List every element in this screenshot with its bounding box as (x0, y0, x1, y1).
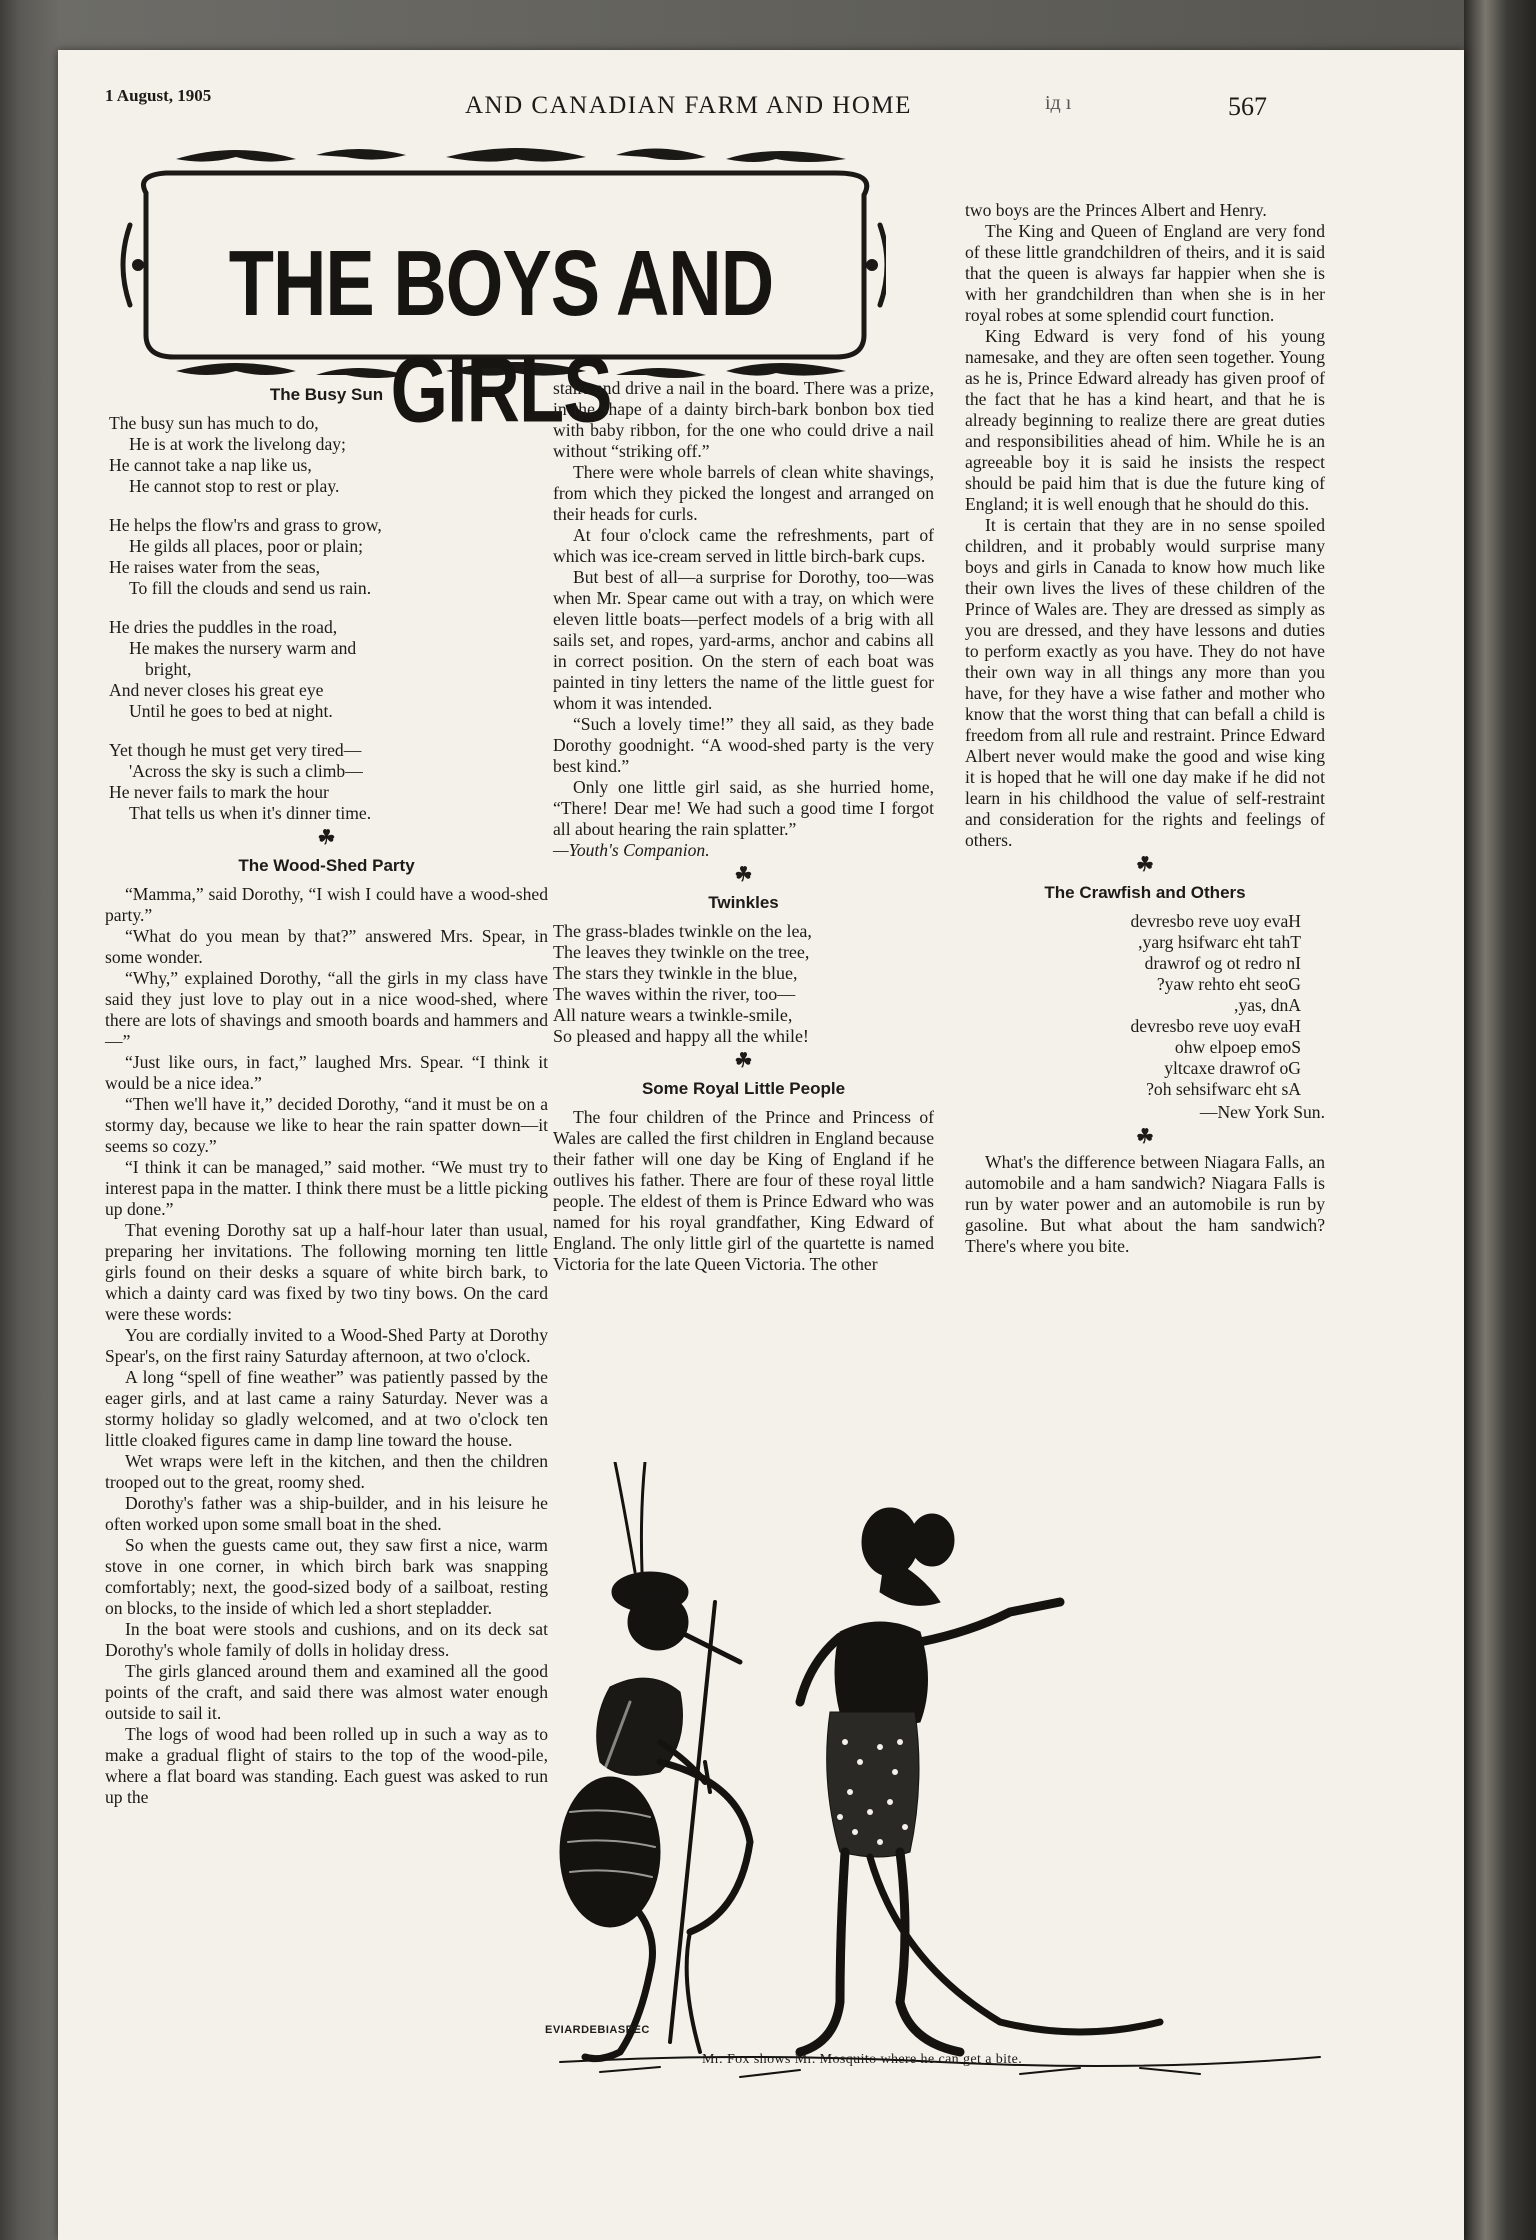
twinkles-poem (553, 921, 934, 1047)
poem-line: The leaves they twinkle on the tree, (553, 942, 810, 962)
mosquito-figure (560, 1462, 750, 2059)
poem-stanza (105, 413, 548, 497)
paragraph: At four o'clock came the refreshments, part of which was ice-cream served in little birch-bark cups. (553, 525, 934, 566)
artist-signature: EVIARDEBIASPEC (545, 2024, 650, 2036)
busy-sun-title: The Busy Sun (269, 385, 384, 404)
poem-line: He dries the puddles in the road, (109, 617, 338, 637)
paragraph: “Just like ours, in fact,” laughed Mrs. Spear. “I think it would be a nice idea.” (105, 1052, 548, 1093)
column-1 (105, 378, 548, 1808)
fox-figure (800, 1508, 1160, 2052)
section-ornament: ☘ (317, 827, 336, 849)
royal-people-title: Some Royal Little People (641, 1079, 846, 1098)
poem-line: He helps the flow'rs and grass to grow, (109, 515, 382, 535)
poem-line: ,yas, dnA (1234, 995, 1301, 1015)
poem-credit: —New York Sun. (1199, 1102, 1325, 1122)
poem-stanza (105, 617, 548, 722)
poem-line: He gilds all places, poor or plain; (129, 536, 364, 556)
paragraph: “What do you mean by that?” answered Mrs. Spear, in some wonder. (105, 926, 548, 967)
publication-title: AND CANADIAN FARM AND HOME (465, 92, 912, 119)
poem-line: Yet though he must get very tired— (109, 740, 362, 760)
paragraph: Only one little girl said, as she hurried home, “There! Dear me! We had such a good time I forgot all about hearing the rain splatter.” (553, 777, 934, 839)
poem-line: devresbo reve uoy evaH (1130, 911, 1301, 931)
paragraph: The four children of the Prince and Princess of Wales are called the first children in England because their father will one day be King of England if he outlives his father. There are four of these royal little people. The eldest of them is Prince Edward who was named for his royal grandfather, King Edward of England. The only little girl of the quartette is named Victoria for the late Queen Victoria. The other (553, 1107, 934, 1274)
paragraph: “Why,” explained Dorothy, “all the girls in my class have said they just love to play out in a nice wood-shed, where there are lots of shavings and smooth boards and hammers and—” (105, 968, 548, 1051)
poem-line: So pleased and happy all the while! (553, 1026, 809, 1046)
book-spine (1464, 0, 1536, 2240)
poem-line: drawrof og ot redro nI (1144, 953, 1301, 973)
illustration-caption: Mr. Fox shows Mr. Mosquito where he can get a bite. (702, 2052, 1023, 2067)
section-ornament: ☘ (734, 1050, 753, 1072)
poem-line: And never closes his great eye (109, 680, 324, 700)
banner-title: THE BOYS AND GIRLS (228, 231, 774, 442)
section-ornament: ☘ (734, 864, 753, 886)
paragraph: Dorothy's father was a ship-builder, and in his leisure he often worked upon some small boat in the shed. (105, 1493, 548, 1534)
poem-line: He is at work the livelong day; (129, 434, 346, 454)
paragraph: “Mamma,” said Dorothy, “I wish I could have a wood-shed party.” (105, 884, 548, 925)
paragraph: But best of all—a surprise for Dorothy, too—was when Mr. Spear came out with a tray, on which were eleven little boats—perfect models of a brig with all sails set, and ropes, yard-arms, anchor and cabins all in correct position. On the stern of each boat was painted in tiny letters the name of the little guest for whom it was intended. (553, 567, 934, 713)
poem-line: The grass-blades twinkle on the lea, (553, 921, 812, 941)
wood-shed-title: The Wood-Shed Party (238, 856, 415, 875)
poem-line: He cannot take a nap like us, (109, 455, 312, 475)
poem-line: bright, (145, 659, 192, 679)
poem-line: That tells us when it's dinner time. (129, 803, 372, 823)
paragraph: A long “spell of fine weather” was patiently passed by the eager girls, and at last came a rainy Saturday. Never was a stormy holiday so gladly welcomed, and at two o'clock ten little cloaked figures came in damp line toward the house. (105, 1367, 548, 1450)
poem-line: Until he goes to bed at night. (129, 701, 333, 721)
paragraph: Wet wraps were left in the kitchen, and then the children trooped out to the great, roomy shed. (105, 1451, 548, 1492)
riddle: What's the difference between Niagara Falls, an automobile and a ham sandwich? Niagara Falls is run by water power and an automobile is run by gasoline. But what about the ham sandwich? There's where you bite. (965, 1152, 1325, 1256)
poem-line: The stars they twinkle in the blue, (553, 963, 798, 983)
paragraph: King Edward is very fond of his young namesake, and they are often seen together. Young as he is, Prince Edward already has given proof of the fact that he has a kind heart, and that he is already beginning to realize there are great duties and responsibilities ahead of him. While he is an agreeable boy it is said he insists the respect should be paid him that is due the future king of England; it is well enough that he should do this. (965, 326, 1325, 514)
poem-line: ?yaw rehto eht seoG (1156, 974, 1301, 994)
paragraph: So when the guests came out, they saw first a nice, warm stove in one corner, in which birch bark was snapping comfortably; next, the good-sized body of a sailboat, resting on blocks, to the inside of which led a short stepladder. (105, 1535, 548, 1618)
twinkles-title: Twinkles (708, 893, 779, 912)
poem-line: ?oh sehsifwarc eht sA (1146, 1079, 1301, 1099)
paragraph: two boys are the Princes Albert and Henry. (965, 200, 1267, 220)
poem-stanza (105, 515, 548, 599)
poem-stanza (105, 740, 548, 824)
section-ornament: ☘ (1136, 1126, 1154, 1148)
poem-line: yltcaxe drawrof oG (1164, 1058, 1301, 1078)
fox-and-mosquito-illustration (540, 1462, 1360, 2102)
paragraph: The girls glanced around them and examined all the good points of the craft, and said there was almost water enough outside to sail it. (105, 1661, 548, 1723)
poem-line: ohw elpoep emoS (1174, 1037, 1301, 1057)
poem-line: ,yarg hsifwarc eht tahT (1138, 932, 1301, 952)
paragraph: There were whole barrels of clean white shavings, from which they picked the longest and arranged on their heads for curls. (553, 462, 934, 524)
issue-date: 1 August, 1905 (105, 86, 212, 105)
paragraph: It is certain that they are in no sense spoiled children, and it probably would surprise many boys and girls in Canada to know how much like their own lives the lives of these children of the Prince of Wales are. They are dressed as simply as you are dressed, and they have lessons and duties to perform exactly as you have. They do not have their own way in all things any more than you have, for they have a wise father and mother who know that the worst thing that can befall a child is freedom from all rule and restraint. Prince Edward Albert never would make the good and wise king it is hoped that he will one day make if he did not learn in his childhood the value of self-restraint and consideration for the rights and feelings of others. (965, 515, 1325, 850)
paragraph: The logs of wood had been rolled up in such a way as to make a gradual flight of stairs to the top of the wood-pile, where a flat board was standing. Each guest was asked to run up the (105, 1724, 548, 1807)
poem-line: He never fails to mark the hour (109, 782, 329, 802)
paragraph: You are cordially invited to a Wood-Shed Party at Dorothy Spear's, on the first rainy Saturday afternoon, at two o'clock. (105, 1325, 548, 1366)
paragraph: That evening Dorothy sat up a half-hour later than usual, preparing her invitations. The following morning ten little girls found on their desks a square of white birch bark, to which a dainty card was fixed by two tiny bows. On the card were these words: (105, 1220, 548, 1324)
paragraph: “Such a lovely time!” they all said, as they bade Dorothy goodnight. “A wood-shed party is the very best kind.” (553, 714, 934, 776)
poem-line: devresbo reve uoy evaH (1130, 1016, 1301, 1036)
crawfish-poem (965, 911, 1325, 1100)
paragraph: stairs and drive a nail in the board. There was a prize, in the shape of a dainty birch-bark bonbon box tied with baby ribbon, for the one who could drive a nail without “striking off.” (553, 378, 934, 461)
header-mark: ід ı (1045, 92, 1072, 114)
poem-line: To fill the clouds and send us rain. (129, 578, 372, 598)
page-number: 567 (1228, 92, 1267, 121)
poem-line: The busy sun has much to do, (109, 413, 319, 433)
story-source: —Youth's Companion. (553, 840, 710, 860)
paragraph: The King and Queen of England are very fond of these little grandchildren of theirs, and it is said that the queen is always far happier when she is with her grandchildren than when she is in her royal robes at some splendid court function. (965, 221, 1325, 325)
paragraph: “I think it can be managed,” said mother. “We must try to interest papa in the matter. I think there must be a little picking up done.” (105, 1157, 548, 1219)
poem-line: He cannot stop to rest or play. (129, 476, 340, 496)
column-3 (965, 200, 1325, 1257)
poem-line: All nature wears a twinkle-smile, (553, 1005, 793, 1025)
column-2 (553, 378, 934, 1275)
poem-line: 'Across the sky is such a climb— (129, 761, 363, 781)
poem-line: He makes the nursery warm and (129, 638, 357, 658)
section-ornament: ☘ (1136, 854, 1154, 876)
crawfish-title: The Crawfish and Others (1044, 883, 1246, 902)
paragraph: In the boat were stools and cushions, and on its deck sat Dorothy's whole family of dolls in holiday dress. (105, 1619, 548, 1660)
poem-line: He raises water from the seas, (109, 557, 321, 577)
paragraph: “Then we'll have it,” decided Dorothy, “and it must be on a stormy day, because we like to hear the rain spatter down—it seems so cozy.” (105, 1094, 548, 1156)
poem-line: The waves within the river, too— (553, 984, 796, 1004)
